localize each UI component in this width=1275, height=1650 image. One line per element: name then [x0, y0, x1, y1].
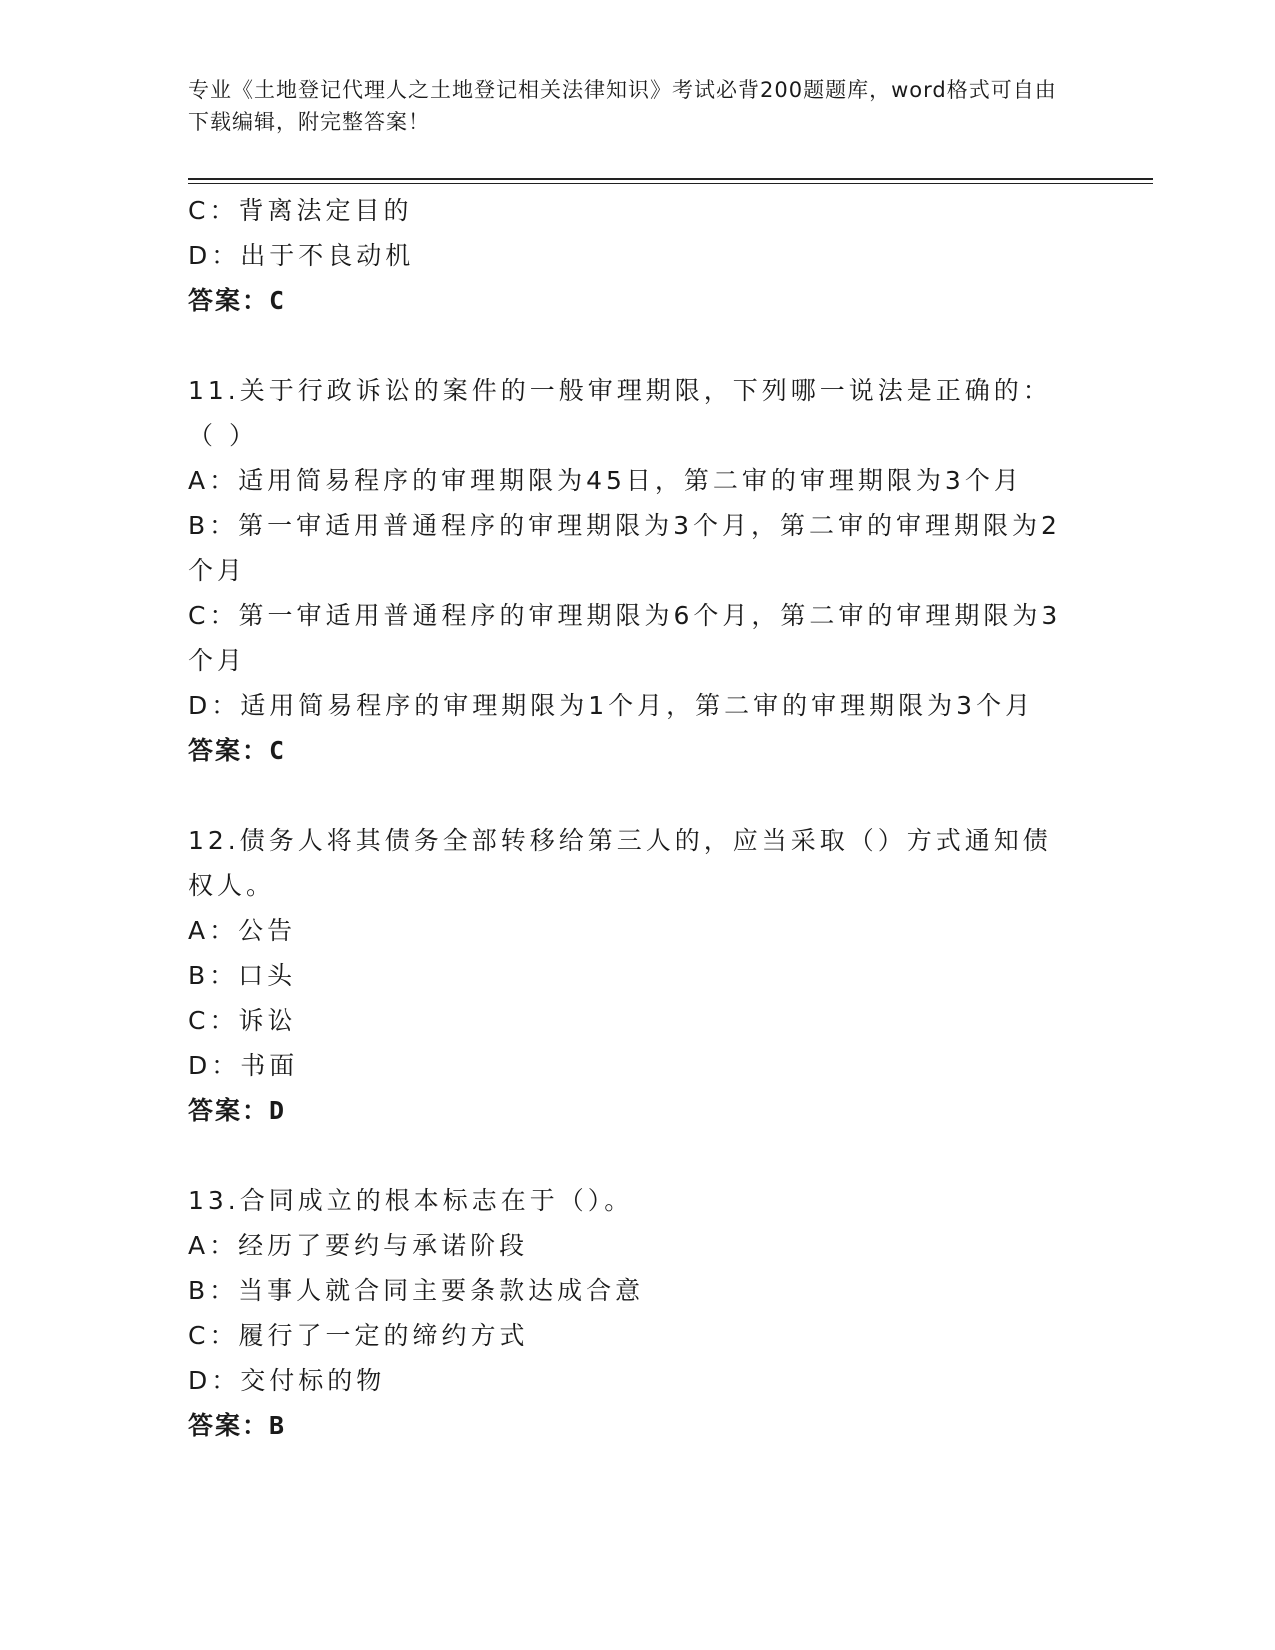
answer-label: 答案： — [188, 286, 270, 315]
question-stem: 12.债务人将其债务全部转移给第三人的，应当采取（）方式通知债权人。 — [188, 826, 1052, 900]
option-c: C：第一审适用普通程序的审理期限为6个月，第二审的审理期限为3个月 — [188, 601, 1062, 675]
option-d: D：适用简易程序的审理期限为1个月，第二审的审理期限为3个月 — [188, 691, 1035, 720]
answer-value: C — [269, 286, 287, 315]
question-11 — [188, 368, 1083, 773]
option-b: B：第一审适用普通程序的审理期限为3个月，第二审的审理期限为2个月 — [188, 511, 1061, 585]
option-c: C：背离法定目的 — [188, 196, 413, 225]
answer-label: 答案： — [188, 1096, 270, 1125]
answer-value: D — [269, 1096, 287, 1125]
option-a: A：经历了要约与承诺阶段 — [188, 1231, 529, 1260]
question-stem: 11.关于行政诉讼的案件的一般审理期限，下列哪一说法是正确的：（ ） — [188, 376, 1052, 450]
answer-line — [188, 1403, 1083, 1448]
option-c: C：诉讼 — [188, 1006, 297, 1035]
option-d: D：书面 — [188, 1051, 299, 1080]
question-list — [188, 188, 1083, 1448]
option-a: A：公告 — [188, 916, 297, 945]
answer-label: 答案： — [188, 1411, 270, 1440]
option-d: D：交付标的物 — [188, 1366, 386, 1395]
option-a: A：适用简易程序的审理期限为45日，第二审的审理期限为3个月 — [188, 466, 1023, 495]
option-b: B：当事人就合同主要条款达成合意 — [188, 1276, 645, 1305]
answer-line — [188, 278, 1083, 323]
option-b: B：口头 — [188, 961, 297, 990]
option-d: D：出于不良动机 — [188, 241, 415, 270]
question-stem: 13.合同成立的根本标志在于（）。 — [188, 1186, 634, 1215]
answer-label: 答案： — [188, 736, 270, 765]
document-header: 专业《土地登记代理人之土地登记相关法律知识》考试必背200题题库，word格式可自由下载编辑，附完整答案！ — [188, 78, 1057, 134]
question-13 — [188, 1178, 1083, 1448]
answer-value: C — [269, 736, 287, 765]
option-c: C：履行了一定的缔约方式 — [188, 1321, 529, 1350]
header-rule-thick — [188, 178, 1153, 180]
previous-question-tail — [188, 188, 1083, 323]
header-rule-thin — [188, 183, 1153, 184]
answer-line — [188, 728, 1083, 773]
answer-line — [188, 1088, 1083, 1133]
answer-value: B — [269, 1411, 287, 1440]
question-12 — [188, 818, 1083, 1133]
